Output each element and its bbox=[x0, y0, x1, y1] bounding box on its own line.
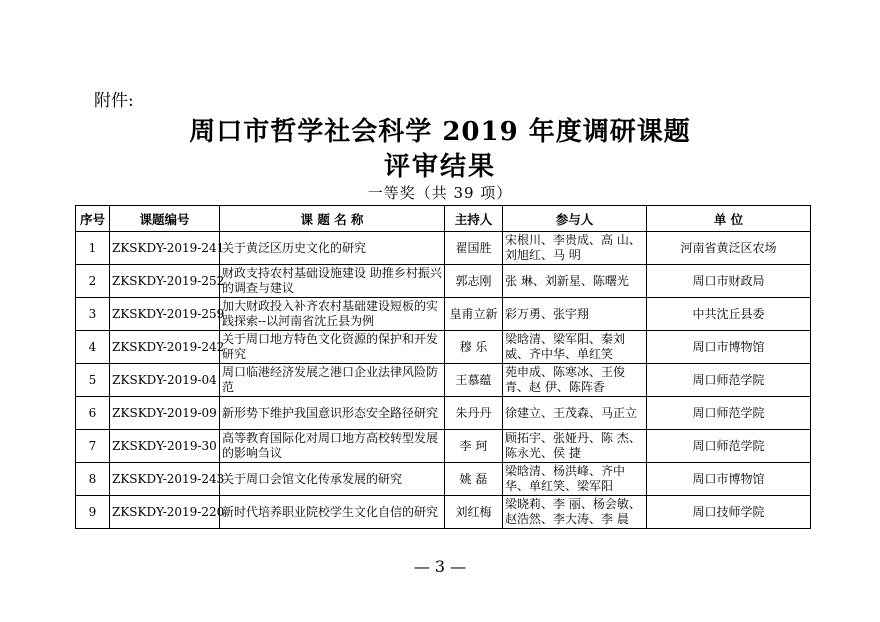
cell-unit: 周口师范学院 bbox=[647, 430, 811, 463]
cell-host: 郭志刚 bbox=[445, 265, 503, 298]
column-header-code: 课题编号 bbox=[110, 206, 220, 232]
attachment-label: 附件: bbox=[94, 91, 134, 111]
table-row bbox=[76, 463, 811, 496]
cell-no: 9 bbox=[76, 496, 110, 529]
cell-no: 4 bbox=[76, 331, 110, 364]
cell-host: 穆 乐 bbox=[445, 331, 503, 364]
table-row bbox=[76, 397, 811, 430]
table-row bbox=[76, 232, 811, 265]
table-row bbox=[76, 265, 811, 298]
table-row bbox=[76, 364, 811, 397]
cell-unit: 周口市博物馆 bbox=[647, 331, 811, 364]
cell-unit: 河南省黄泛区农场 bbox=[647, 232, 811, 265]
cell-code: ZKSKDY-2019-242 bbox=[110, 331, 220, 364]
cell-name: 周口临港经济发展之港口企业法律风险防范 bbox=[220, 364, 445, 397]
cell-name: 财政支持农村基础设施建设 助推乡村振兴的调查与建议 bbox=[220, 265, 445, 298]
cell-no: 6 bbox=[76, 397, 110, 430]
cell-participants: 顾拓宇、张娅丹、陈 杰、陈永光、侯 捷 bbox=[503, 430, 647, 463]
cell-code: ZKSKDY-2019-04 bbox=[110, 364, 220, 397]
cell-unit: 中共沈丘县委 bbox=[647, 298, 811, 331]
cell-host: 刘红梅 bbox=[445, 496, 503, 529]
results-table bbox=[75, 205, 811, 529]
cell-participants: 梁晗清、梁军阳、秦刘威、齐中华、单红笑 bbox=[503, 331, 647, 364]
cell-unit: 周口师范学院 bbox=[647, 364, 811, 397]
cell-code: ZKSKDY-2019-09 bbox=[110, 397, 220, 430]
page-number: — 3 — bbox=[413, 557, 467, 576]
cell-participants: 彩万勇、张宇翔 bbox=[503, 298, 647, 331]
cell-name: 关于周口会馆文化传承发展的研究 bbox=[220, 463, 445, 496]
column-header-participants: 参与人 bbox=[503, 206, 647, 232]
cell-unit: 周口市财政局 bbox=[647, 265, 811, 298]
cell-participants: 梁晓莉、李 丽、杨会敏、赵浩然、李大涛、李 晨 bbox=[503, 496, 647, 529]
cell-host: 翟国胜 bbox=[445, 232, 503, 265]
document-title-line2: 评审结果 bbox=[383, 152, 496, 182]
table-row bbox=[76, 298, 811, 331]
cell-code: ZKSKDY-2019-220 bbox=[110, 496, 220, 529]
cell-participants: 梁晗清、杨洪峰、齐中华、单红笑、梁军阳 bbox=[503, 463, 647, 496]
cell-participants: 徐建立、王茂森、马正立 bbox=[503, 397, 647, 430]
cell-no: 2 bbox=[76, 265, 110, 298]
cell-participants: 张 琳、刘新星、陈曙光 bbox=[503, 265, 647, 298]
column-header-host: 主持人 bbox=[445, 206, 503, 232]
cell-name: 加大财政投入补齐农村基础建设短板的实践探索--以河南省沈丘县为例 bbox=[220, 298, 445, 331]
cell-unit: 周口师范学院 bbox=[647, 397, 811, 430]
cell-participants: 宋根川、李贵成、高 山、刘旭红、马 明 bbox=[503, 232, 647, 265]
cell-host: 王慕蕴 bbox=[445, 364, 503, 397]
cell-name: 高等教育国际化对周口地方高校转型发展的影响刍议 bbox=[220, 430, 445, 463]
cell-host: 皇甫立新 bbox=[445, 298, 503, 331]
table-header-row bbox=[76, 206, 811, 232]
table-row bbox=[76, 430, 811, 463]
cell-code: ZKSKDY-2019-243 bbox=[110, 463, 220, 496]
cell-host: 李 珂 bbox=[445, 430, 503, 463]
cell-no: 5 bbox=[76, 364, 110, 397]
cell-no: 3 bbox=[76, 298, 110, 331]
cell-name: 关于黄泛区历史文化的研究 bbox=[220, 232, 445, 265]
document-title: 周口市哲学社会科学 2019 年度调研课题 bbox=[189, 117, 691, 147]
cell-name: 新时代培养职业院校学生文化自信的研究 bbox=[220, 496, 445, 529]
cell-host: 朱丹丹 bbox=[445, 397, 503, 430]
cell-name: 新形势下维护我国意识形态安全路径研究 bbox=[220, 397, 445, 430]
column-header-name: 课 题 名 称 bbox=[220, 206, 445, 232]
column-header-no: 序号 bbox=[76, 206, 110, 232]
cell-no: 7 bbox=[76, 430, 110, 463]
column-header-unit: 单 位 bbox=[647, 206, 811, 232]
cell-unit: 周口技师学院 bbox=[647, 496, 811, 529]
cell-host: 姚 磊 bbox=[445, 463, 503, 496]
cell-code: ZKSKDY-2019-259 bbox=[110, 298, 220, 331]
cell-unit: 周口市博物馆 bbox=[647, 463, 811, 496]
cell-participants: 苑申成、陈寒冰、王俊青、赵 伊、陈阵香 bbox=[503, 364, 647, 397]
cell-code: ZKSKDY-2019-30 bbox=[110, 430, 220, 463]
table-row bbox=[76, 496, 811, 529]
table-row bbox=[76, 331, 811, 364]
award-level-subtitle: 一等奖（共 39 项） bbox=[367, 184, 513, 202]
cell-code: ZKSKDY-2019-252 bbox=[110, 265, 220, 298]
cell-no: 8 bbox=[76, 463, 110, 496]
cell-name: 关于周口地方特色文化资源的保护和开发研究 bbox=[220, 331, 445, 364]
cell-code: ZKSKDY-2019-241 bbox=[110, 232, 220, 265]
cell-no: 1 bbox=[76, 232, 110, 265]
